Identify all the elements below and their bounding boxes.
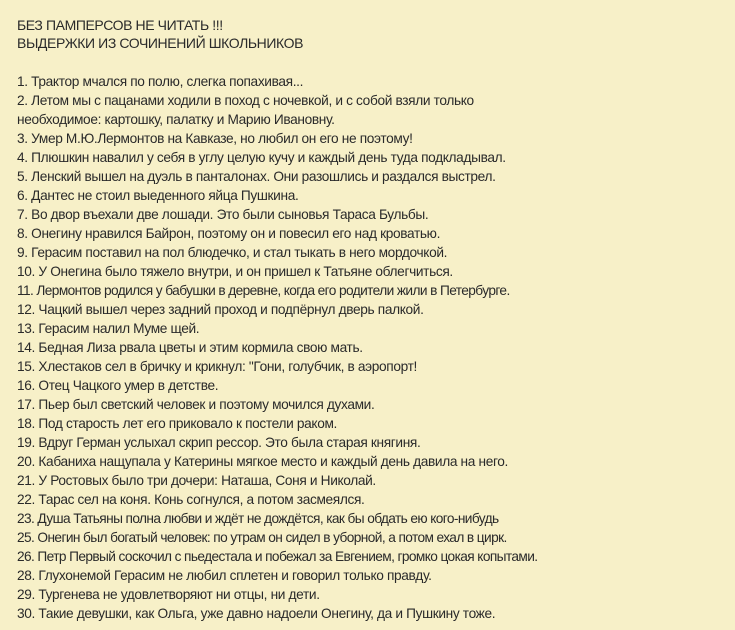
list-line: 12. Чацкий вышел через задний проход и подпёрнул дверь палкой. <box>17 302 424 317</box>
list-line: 4. Плюшкин навалил у себя в углу целую кучу и каждый день туда подкладывал. <box>17 150 506 165</box>
list-line: 13. Герасим налил Муме щей. <box>17 321 200 336</box>
list-line: 30. Такие девушки, как Ольга, уже давно надоели Онегину, да и Пушкину тоже. <box>17 606 496 621</box>
list-line: 19. Вдруг Герман услыхал скрип рессор. Это была старая княгиня. <box>17 435 421 450</box>
list-line: 16. Отец Чацкого умер в детстве. <box>17 378 219 393</box>
list-line: 1. Трактор мчался по полю, слегка попахивая... <box>17 74 304 89</box>
list-line: 26. Петр Первый соскочил с пьедестала и побежал за Евгением, громко цокая копытами. <box>17 549 538 564</box>
list-line: 11. Лермонтов родился у бабушки в деревне, когда его родители жили в Петербурге. <box>17 283 510 298</box>
list-line: 23. Душа Татьяны полна любви и ждёт не дождётся, как бы обдать ею кого-нибудь <box>17 511 499 526</box>
list-line: 2. Летом мы с пацанами ходили в поход с ночевкой, и с собой взяли только <box>17 93 474 108</box>
essay-excerpts-list <box>17 72 727 623</box>
list-line: 17. Пьер был светский человек и поэтому мочился духами. <box>17 397 375 412</box>
list-line: 15. Хлестаков сел в бричку и крикнул: "Гони, голубчик, в аэропорт! <box>17 359 417 374</box>
list-line: необходимое: картошку, палатку и Марию Ивановну. <box>17 112 335 127</box>
title-line-1: БЕЗ ПАМПЕРСОВ НЕ ЧИТАТЬ !!! <box>17 17 223 33</box>
list-line: 10. У Онегина было тяжело внутри, и он пришел к Татьяне облегчиться. <box>17 264 453 279</box>
list-line: 5. Ленский вышел на дуэль в панталонах. Они разошлись и раздался выстрел. <box>17 169 496 184</box>
list-line: 21. У Ростовых было три дочери: Наташа, Соня и Николай. <box>17 473 376 488</box>
list-line: 28. Глухонемой Герасим не любил сплетен и говорил только правду. <box>17 568 432 583</box>
list-line: 9. Герасим поставил на пол блюдечко, и стал тыкать в него мордочкой. <box>17 245 448 260</box>
list-line: 8. Онегину нравился Байрон, поэтому он и повесил его над кроватью. <box>17 226 441 241</box>
list-line: 14. Бедная Лиза рвала цветы и этим кормила свою мать. <box>17 340 363 355</box>
title-line-2: ВЫДЕРЖКИ ИЗ СОЧИНЕНИЙ ШКОЛЬНИКОВ <box>17 35 304 51</box>
list-line: 6. Дантес не стоил выеденного яйца Пушкина. <box>17 188 299 203</box>
list-line: 29. Тургенева не удовлетворяют ни отцы, ни дети. <box>17 587 320 602</box>
list-line: 18. Под старость лет его приковало к постели раком. <box>17 416 337 431</box>
list-line: 20. Кабаниха нащупала у Катерины мягкое место и каждый день давила на него. <box>17 454 509 469</box>
list-line: 22. Тарас сел на коня. Конь согнулся, а потом засмеялся. <box>17 492 365 507</box>
list-line: 25. Онегин был богатый человек: по утрам он сидел в уборной, а потом ехал в цирк. <box>17 530 507 545</box>
list-line: 3. Умер М.Ю.Лермонтов на Кавказе, но любил он его не поэтому! <box>17 131 413 146</box>
list-line: 7. Во двор въехали две лошади. Это были сыновья Тараса Бульбы. <box>17 207 429 222</box>
